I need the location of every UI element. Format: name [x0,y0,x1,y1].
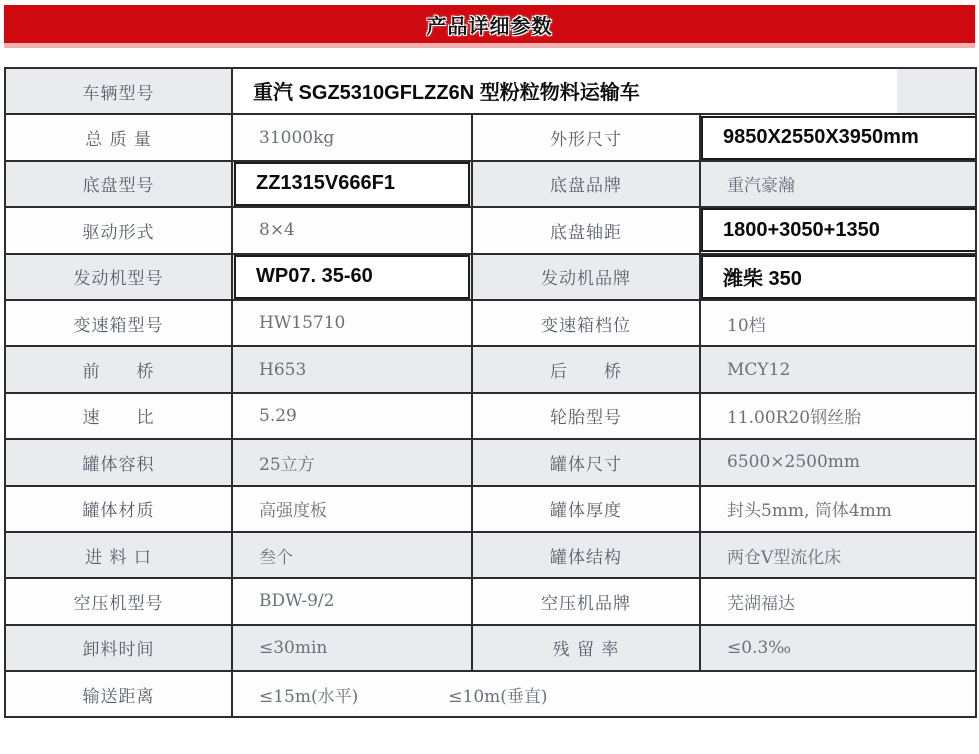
gearbox-model-value: HW15710 [232,300,472,346]
chassis-brand-label: 底盘品牌 [472,161,700,207]
table-row [5,578,976,624]
table-row [5,207,976,253]
residual-rate-value: ≤0.3‰ [700,625,976,671]
engine-brand-value-cell [700,254,976,300]
chassis-model-value: ZZ1315V666F1 [234,162,470,206]
engine-model-value: WP07. 35-60 [234,255,470,299]
wheelbase-label: 底盘轴距 [472,207,700,253]
chassis-brand-value: 重汽豪瀚 [700,161,976,207]
speed-ratio-label: 速 比 [5,393,232,439]
tank-material-label: 罐体材质 [5,486,232,532]
unload-time-label: 卸料时间 [5,625,232,671]
tire-model-label: 轮胎型号 [472,393,700,439]
table-row [5,254,976,300]
tank-thickness-value: 封头5mm, 筒体4mm [700,486,976,532]
front-axle-value: H653 [232,346,472,392]
table-row [5,161,976,207]
tank-size-label: 罐体尺寸 [472,439,700,485]
rear-axle-value: MCY12 [700,346,976,392]
table-row [5,671,976,717]
compressor-model-value: BDW-9/2 [232,578,472,624]
feed-inlet-value: 叁个 [232,532,472,578]
table-row [5,346,976,392]
title-banner [4,5,975,43]
table-row [5,625,976,671]
tank-structure-value: 两仓V型流化床 [700,532,976,578]
table-row [5,439,976,485]
table-row [5,114,976,160]
drive-type-label: 驱动形式 [5,207,232,253]
tank-material-value: 高强度板 [232,486,472,532]
vehicle-model-value-cell [232,68,976,114]
gross-weight-label: 总 质 量 [5,114,232,160]
chassis-model-value-cell [232,161,472,207]
engine-brand-label: 发动机品牌 [472,254,700,300]
tire-model-value: 11.00R20钢丝胎 [700,393,976,439]
spec-sheet [4,5,975,718]
vehicle-model-value: 重汽 SGZ5310GFLZZ6N 型粉粒物料运输车 [233,68,897,114]
table-row [5,532,976,578]
gearbox-gears-label: 变速箱档位 [472,300,700,346]
spec-table [4,67,977,718]
wheelbase-value: 1800+3050+1350 [701,208,976,252]
unload-time-value: ≤30min [232,625,472,671]
vehicle-model-label: 车辆型号 [5,68,232,114]
table-row [5,393,976,439]
tank-structure-label: 罐体结构 [472,532,700,578]
compressor-brand-value: 芜湖福达 [700,578,976,624]
overall-dimensions-label: 外形尺寸 [472,114,700,160]
front-axle-label: 前 桥 [5,346,232,392]
chassis-model-label: 底盘型号 [5,161,232,207]
tank-volume-value: 25立方 [232,439,472,485]
convey-distance-label: 输送距离 [5,671,232,717]
rear-axle-label: 后 桥 [472,346,700,392]
tank-volume-label: 罐体容积 [5,439,232,485]
engine-model-label: 发动机型号 [5,254,232,300]
drive-type-value: 8×4 [232,207,472,253]
engine-brand-value: 潍柴 350 [701,255,976,299]
compressor-brand-label: 空压机品牌 [472,578,700,624]
engine-model-value-cell [232,254,472,300]
speed-ratio-value: 5.29 [232,393,472,439]
tank-size-value: 6500×2500mm [700,439,976,485]
gross-weight-value: 31000kg [232,114,472,160]
overall-dimensions-value: 9850X2550X3950mm [701,116,976,160]
wheelbase-value-cell [700,207,976,253]
residual-rate-label: 残 留 率 [472,625,700,671]
convey-distance-horizontal: ≤15m(水平) [259,686,359,707]
convey-distance-value [232,671,976,717]
compressor-model-label: 空压机型号 [5,578,232,624]
gearbox-gears-value: 10档 [700,300,976,346]
convey-distance-vertical: ≤10m(垂直) [448,686,548,707]
table-row [5,68,976,114]
overall-dimensions-value-cell [700,114,976,160]
table-row [5,300,976,346]
tank-thickness-label: 罐体厚度 [472,486,700,532]
banner-shadow [4,43,975,48]
page-title: 产品详细参数 [426,15,553,38]
table-row [5,486,976,532]
gearbox-model-label: 变速箱型号 [5,300,232,346]
feed-inlet-label: 进 料 口 [5,532,232,578]
